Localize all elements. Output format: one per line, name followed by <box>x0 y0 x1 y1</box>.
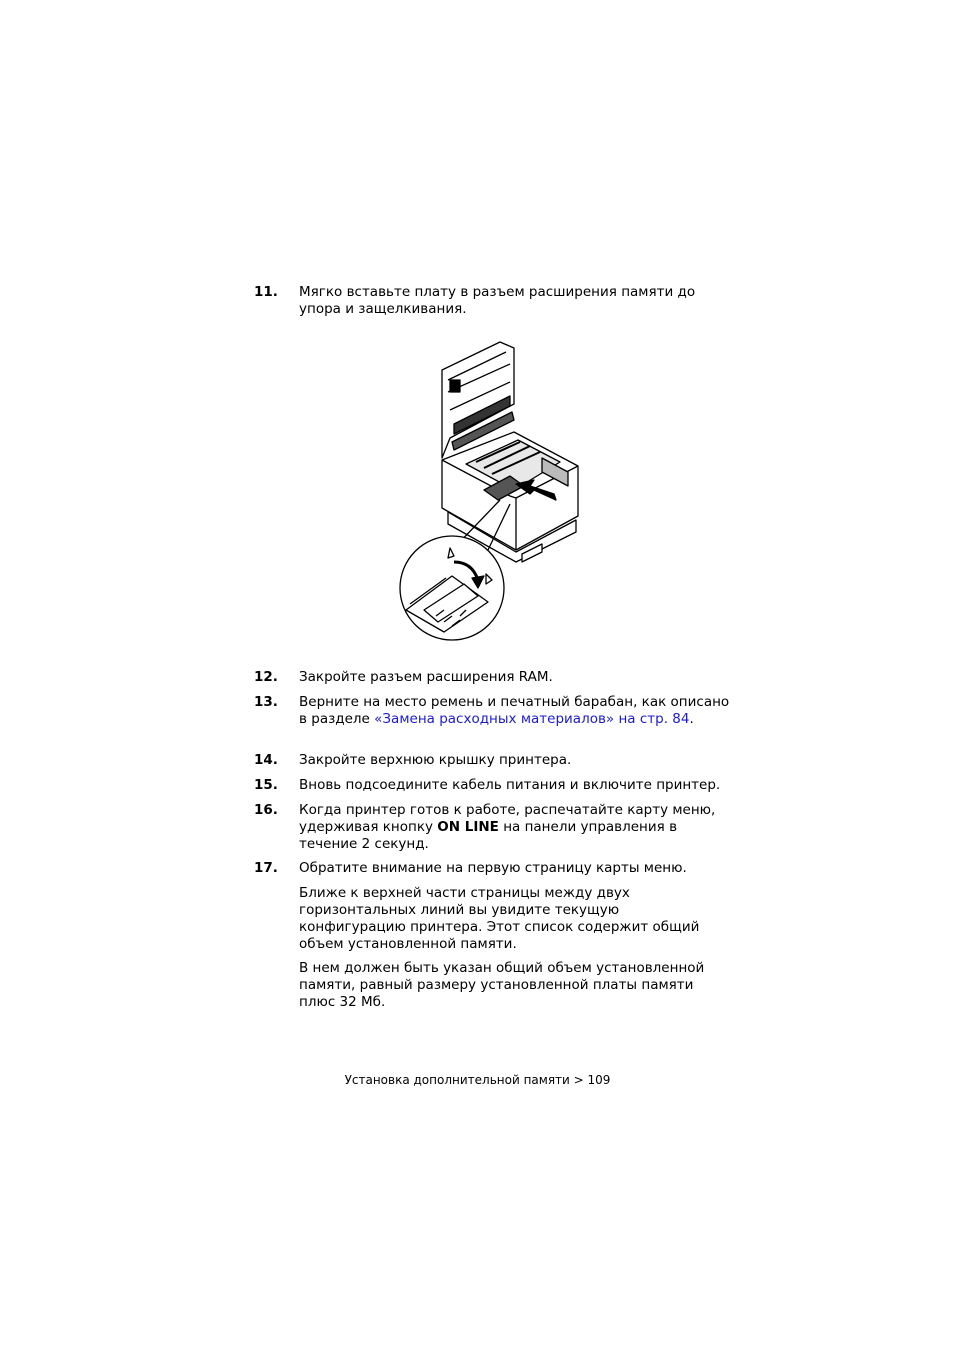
step-12 <box>254 669 734 686</box>
step-13 <box>254 694 734 728</box>
step-11 <box>254 284 734 318</box>
step-text <box>299 694 734 728</box>
step-17 <box>254 860 734 877</box>
step-text: Закройте разъем расширения RAM. <box>299 669 553 685</box>
cross-reference-link[interactable]: «Замена расходных материалов» на стр. 84 <box>374 711 690 727</box>
step-text: Мягко вставьте плату в разъем расширения памяти до упора и защелкивания. <box>299 284 696 317</box>
step-text <box>299 802 734 853</box>
step-number: 11. <box>254 284 278 300</box>
step-15 <box>254 777 734 794</box>
online-button-label: ON LINE <box>437 819 499 835</box>
paragraph-config-info: Ближе к верхней части страницы между двух горизонтальных линий вы увидите текущую конфигурацию принтера. Этот список содержит общий объем установленной памяти. <box>299 885 700 952</box>
step-text-before: Верните на место ремень и печатный барабан, как описано в разделе <box>299 694 730 727</box>
step-14 <box>254 752 734 769</box>
step-number: 16. <box>254 802 278 818</box>
paragraph-memory-total: В нем должен быть указан общий объем установленной памяти, равный размеру установленной платы памяти плюс 32 Мб. <box>299 960 705 1010</box>
printer-memory-illustration <box>392 340 592 645</box>
step-text: Обратите внимание на первую страницу карты меню. <box>299 860 687 876</box>
page-footer: Установка дополнительной памяти > 109 <box>344 1073 611 1087</box>
step-number: 12. <box>254 669 278 685</box>
step-16 <box>254 802 734 853</box>
step-text-after: на панели управления в течение 2 секунд. <box>299 819 678 852</box>
step-text: Закройте верхнюю крышку принтера. <box>299 752 572 768</box>
step-text-after: . <box>689 711 694 727</box>
step-text-before: Когда принтер готов к работе, распечатайте карту меню, удерживая кнопку <box>299 802 716 835</box>
step-text: Вновь подсоедините кабель питания и включите принтер. <box>299 777 721 793</box>
step-number: 15. <box>254 777 278 793</box>
step-number: 13. <box>254 694 278 710</box>
step-number: 17. <box>254 860 278 876</box>
step-number: 14. <box>254 752 278 768</box>
